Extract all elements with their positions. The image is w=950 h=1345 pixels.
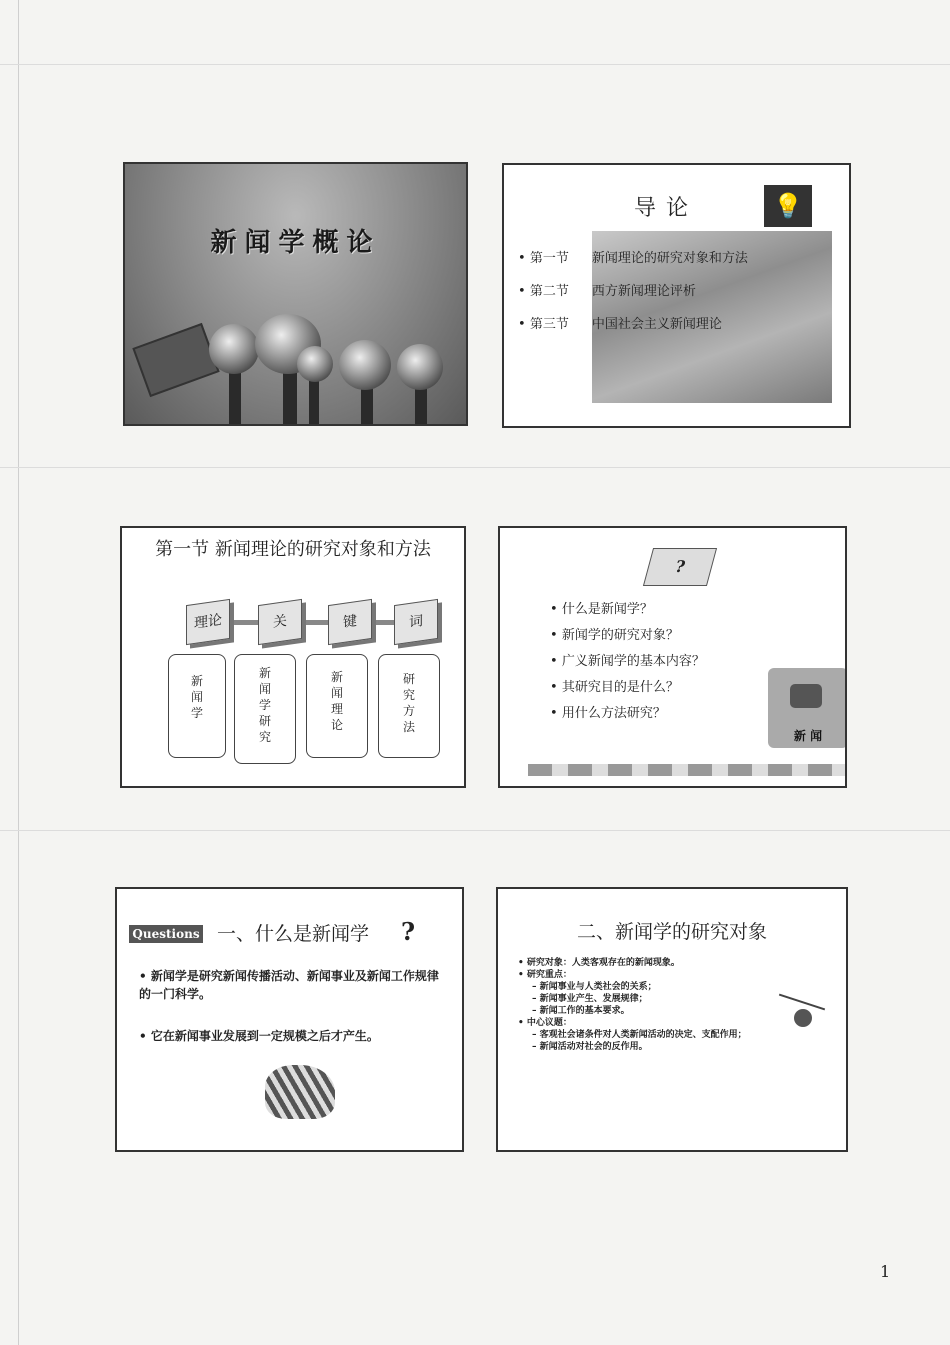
- slide-section-one: [120, 526, 466, 788]
- concept-box: 新闻学: [168, 654, 226, 758]
- tv-icon: [790, 684, 822, 708]
- slide-title: [123, 162, 468, 426]
- slide-heading: 第一节 新闻理论的研究对象和方法: [155, 539, 431, 560]
- concept-box: 新闻学研究: [234, 654, 296, 764]
- slide-heading: 一、什么是新闻学: [217, 923, 370, 945]
- keyword-cube: 理论: [186, 599, 230, 645]
- microphone-image: [297, 346, 333, 382]
- slide-questions: [498, 526, 847, 788]
- slide-research-object: [496, 887, 848, 1152]
- news-tv-icon: [768, 668, 847, 748]
- page-number: 1: [880, 1262, 891, 1281]
- news-label: 新 闻: [793, 729, 823, 743]
- scan-divider: [0, 830, 950, 831]
- keyword-cube: 词: [394, 599, 438, 645]
- question-mark-icon: ?: [401, 917, 416, 946]
- bullet-paragraph: • 新闻学是研究新闻传播活动、新闻事业及新闻工作规律的一门科学。: [139, 969, 439, 1001]
- seesaw-bar: [779, 994, 825, 1011]
- tiger-image: [265, 1065, 335, 1119]
- microphone-image: [339, 340, 391, 390]
- slide-heading: 导论: [634, 196, 699, 221]
- list-item: • 研究对象：人类客观存在的新闻现象。: [518, 958, 680, 968]
- scan-divider: [0, 467, 950, 468]
- list-item: • 第三节 中国社会主义新闻理论: [518, 317, 722, 332]
- slide-intro: [502, 163, 851, 428]
- list-subitem: – 新闻工作的基本要求。: [532, 1006, 630, 1016]
- scan-divider: [0, 64, 950, 65]
- list-item: • 广义新闻学的基本内容？: [550, 650, 705, 669]
- cassette-image: [132, 323, 219, 397]
- list-item: • 中心议题：: [518, 1018, 572, 1028]
- list-item: • 其研究目的是什么？: [550, 676, 705, 695]
- list-subitem: – 新闻活动对社会的反作用。: [532, 1042, 648, 1052]
- question-book-icon: ?: [643, 548, 717, 586]
- list-item: • 第一节 新闻理论的研究对象和方法: [518, 251, 748, 266]
- slide-title-text: 新闻学概论: [210, 228, 381, 258]
- concept-box: 新闻理论: [306, 654, 368, 758]
- section-list: [518, 247, 748, 346]
- questions-badge: Questions: [129, 925, 203, 943]
- question-list: [550, 598, 705, 728]
- list-item: • 用什么方法研究？: [550, 702, 705, 721]
- list-item: • 第二节 西方新闻理论评析: [518, 284, 696, 299]
- microphone-image: [397, 344, 443, 390]
- outline-list: [518, 957, 747, 1053]
- keyword-cube: 键: [328, 599, 372, 645]
- list-item: • 什么是新闻学？: [550, 598, 705, 617]
- list-item: • 研究重点：: [518, 970, 572, 980]
- decorative-strip: [528, 764, 845, 776]
- microphone-image: [209, 324, 259, 374]
- list-subitem: – 新闻事业产生、发展规律；: [532, 994, 648, 1004]
- scan-edge-line: [18, 0, 19, 1345]
- list-subitem: – 新闻事业与人类社会的关系；: [532, 982, 657, 992]
- lightbulb-icon: 💡: [764, 185, 812, 227]
- slide-what-is-journalism: [115, 887, 464, 1152]
- list-subitem: – 客观社会诸条件对人类新闻活动的决定、支配作用；: [532, 1030, 747, 1040]
- ball-icon: [794, 1009, 812, 1027]
- concept-box: 研究方法: [378, 654, 440, 758]
- list-item: • 新闻学的研究对象？: [550, 624, 705, 643]
- slide-heading: 二、新闻学的研究对象: [576, 921, 767, 943]
- keyword-cube: 关: [258, 599, 302, 645]
- bullet-paragraph: • 它在新闻事业发展到一定规模之后才产生。: [139, 1029, 379, 1043]
